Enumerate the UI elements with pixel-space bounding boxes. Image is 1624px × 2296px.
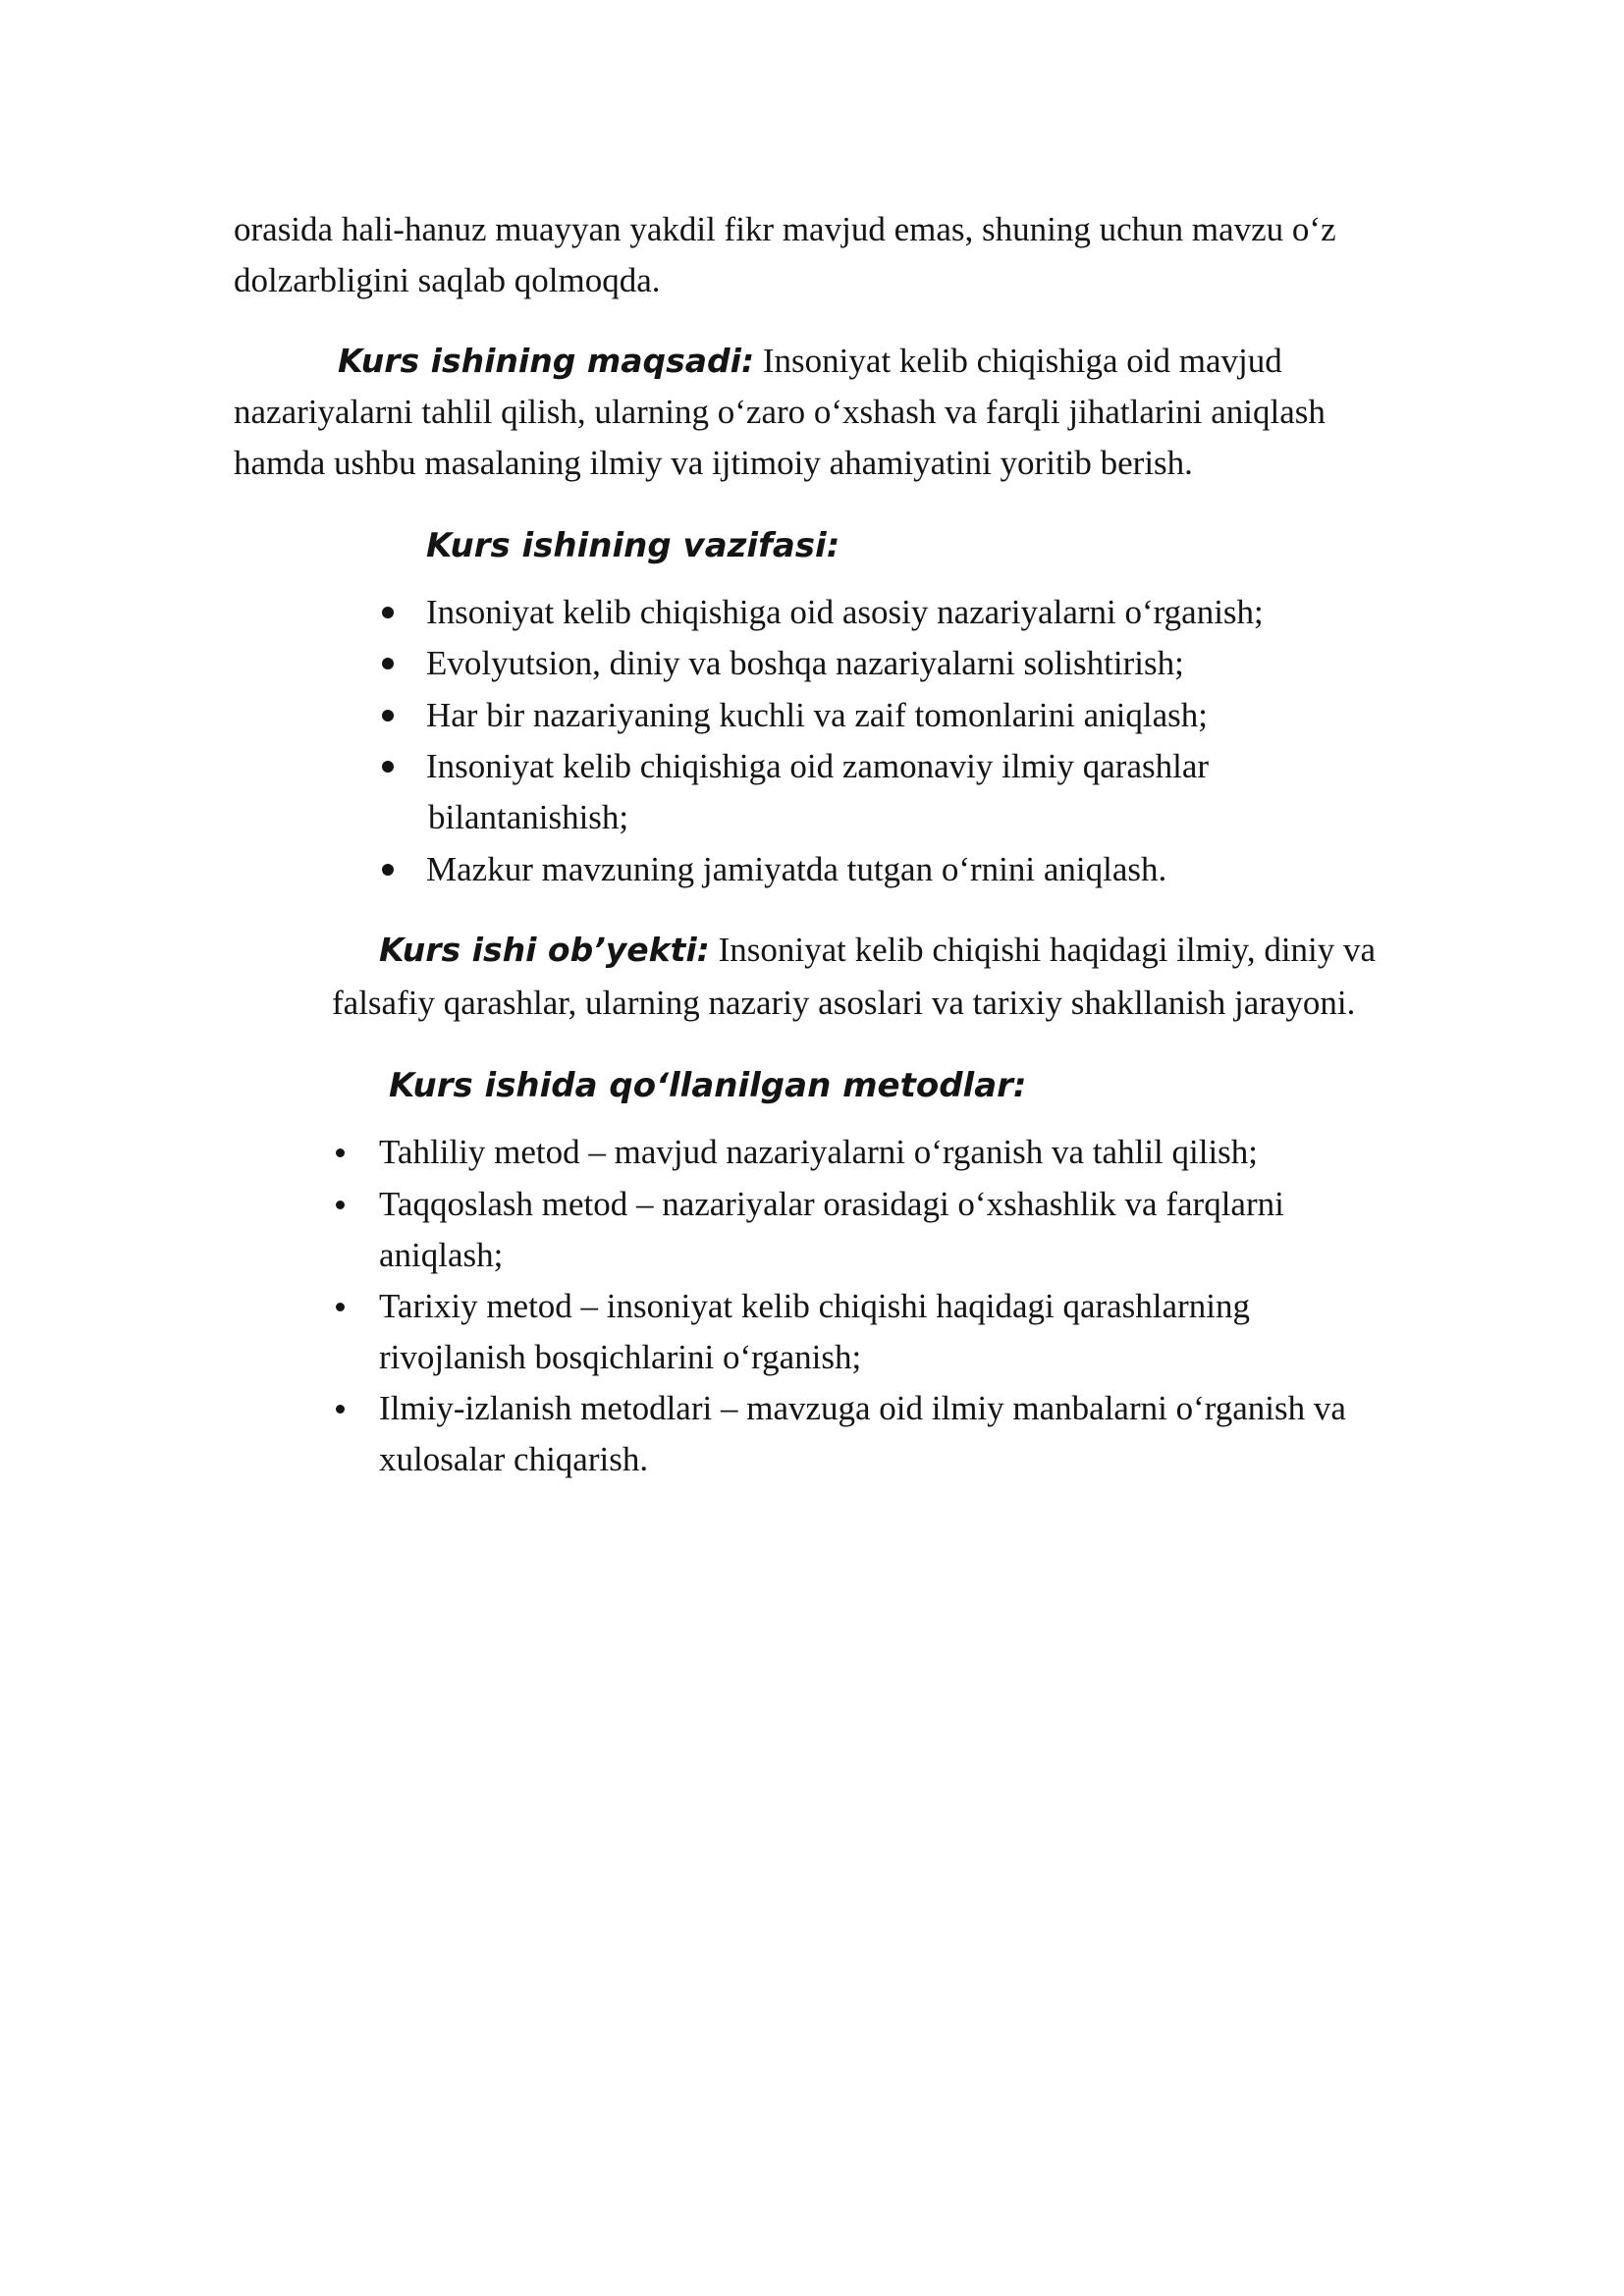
method-item-2: Taqqoslash metod – nazariyalar orasidagi o‘xshashlik va farqlarni bbox=[379, 1185, 1284, 1223]
tasks-heading: Kurs ishining vazifasi: bbox=[426, 526, 840, 565]
goal-heading: Kurs ishining maqsadi: bbox=[338, 342, 755, 380]
object-line-2: falsafiy qarashlar, ularning nazariy asoslari va tarixiy shakllanish jarayoni. bbox=[332, 984, 1356, 1022]
goal-line-1: Insoniyat kelib chiqishiga oid mavjud bbox=[754, 342, 1282, 380]
bullet-icon bbox=[336, 1303, 345, 1311]
intro-line-2: dolzarbligini saqlab qolmoqda. bbox=[234, 261, 661, 299]
method-item-1: Tahliliy metod – mavjud nazariyalarni o‘rganish va tahlil qilish; bbox=[379, 1133, 1259, 1171]
method-item-3-cont: rivojlanish bosqichlarini o‘rganish; bbox=[379, 1338, 862, 1376]
task-item-2: Evolyutsion, diniy va boshqa nazariyalarni solishtirish; bbox=[426, 644, 1184, 682]
object-heading: Kurs ishi ob’yekti: bbox=[379, 931, 710, 969]
goal-line-3: hamda ushbu masalaning ilmiy va ijtimoiy ahamiyatini yoritib berish. bbox=[234, 444, 1193, 482]
goal-line-2: nazariyalarni tahlil qilish, ularning o‘zaro o‘xshash va farqli jihatlarini aniqlash bbox=[234, 393, 1326, 431]
bullet-icon bbox=[382, 864, 394, 876]
bullet-icon bbox=[382, 607, 394, 618]
bullet-icon bbox=[336, 1201, 345, 1209]
bullet-icon bbox=[382, 710, 394, 721]
bullet-icon bbox=[382, 761, 394, 773]
method-item-2-cont: aniqlash; bbox=[379, 1236, 504, 1274]
methods-heading: Kurs ishida qo‘llanilgan metodlar: bbox=[389, 1066, 1027, 1105]
bullet-icon bbox=[382, 658, 394, 669]
method-item-4: Ilmiy-izlanish metodlari – mavzuga oid ilmiy manbalarni o‘rganish va bbox=[379, 1389, 1346, 1427]
bullet-icon bbox=[336, 1148, 345, 1157]
task-item-1: Insoniyat kelib chiqishiga oid asosiy nazariyalarni o‘rganish; bbox=[426, 593, 1264, 631]
goal-first-line bbox=[338, 340, 1282, 383]
bullet-icon bbox=[336, 1405, 345, 1414]
task-item-4-cont: bilantanishish; bbox=[428, 798, 629, 836]
intro-line-1: orasida hali-hanuz muayyan yakdil fikr mavjud emas, shuning uchun mavzu o‘z bbox=[234, 210, 1336, 248]
object-first-line bbox=[379, 929, 1376, 972]
task-item-5: Mazkur mavzuning jamiyatda tutgan o‘rnini aniqlash. bbox=[426, 850, 1167, 888]
method-item-3: Tarixiy metod – insoniyat kelib chiqishi haqidagi qarashlarning bbox=[379, 1287, 1250, 1325]
object-line-1: Insoniyat kelib chiqishi haqidagi ilmiy, diniy va bbox=[709, 931, 1377, 969]
method-item-4-cont: xulosalar chiqarish. bbox=[379, 1440, 649, 1478]
task-item-3: Har bir nazariyaning kuchli va zaif tomonlarini aniqlash; bbox=[426, 696, 1208, 734]
task-item-4: Insoniyat kelib chiqishiga oid zamonaviy ilmiy qarashlar bbox=[426, 747, 1210, 785]
